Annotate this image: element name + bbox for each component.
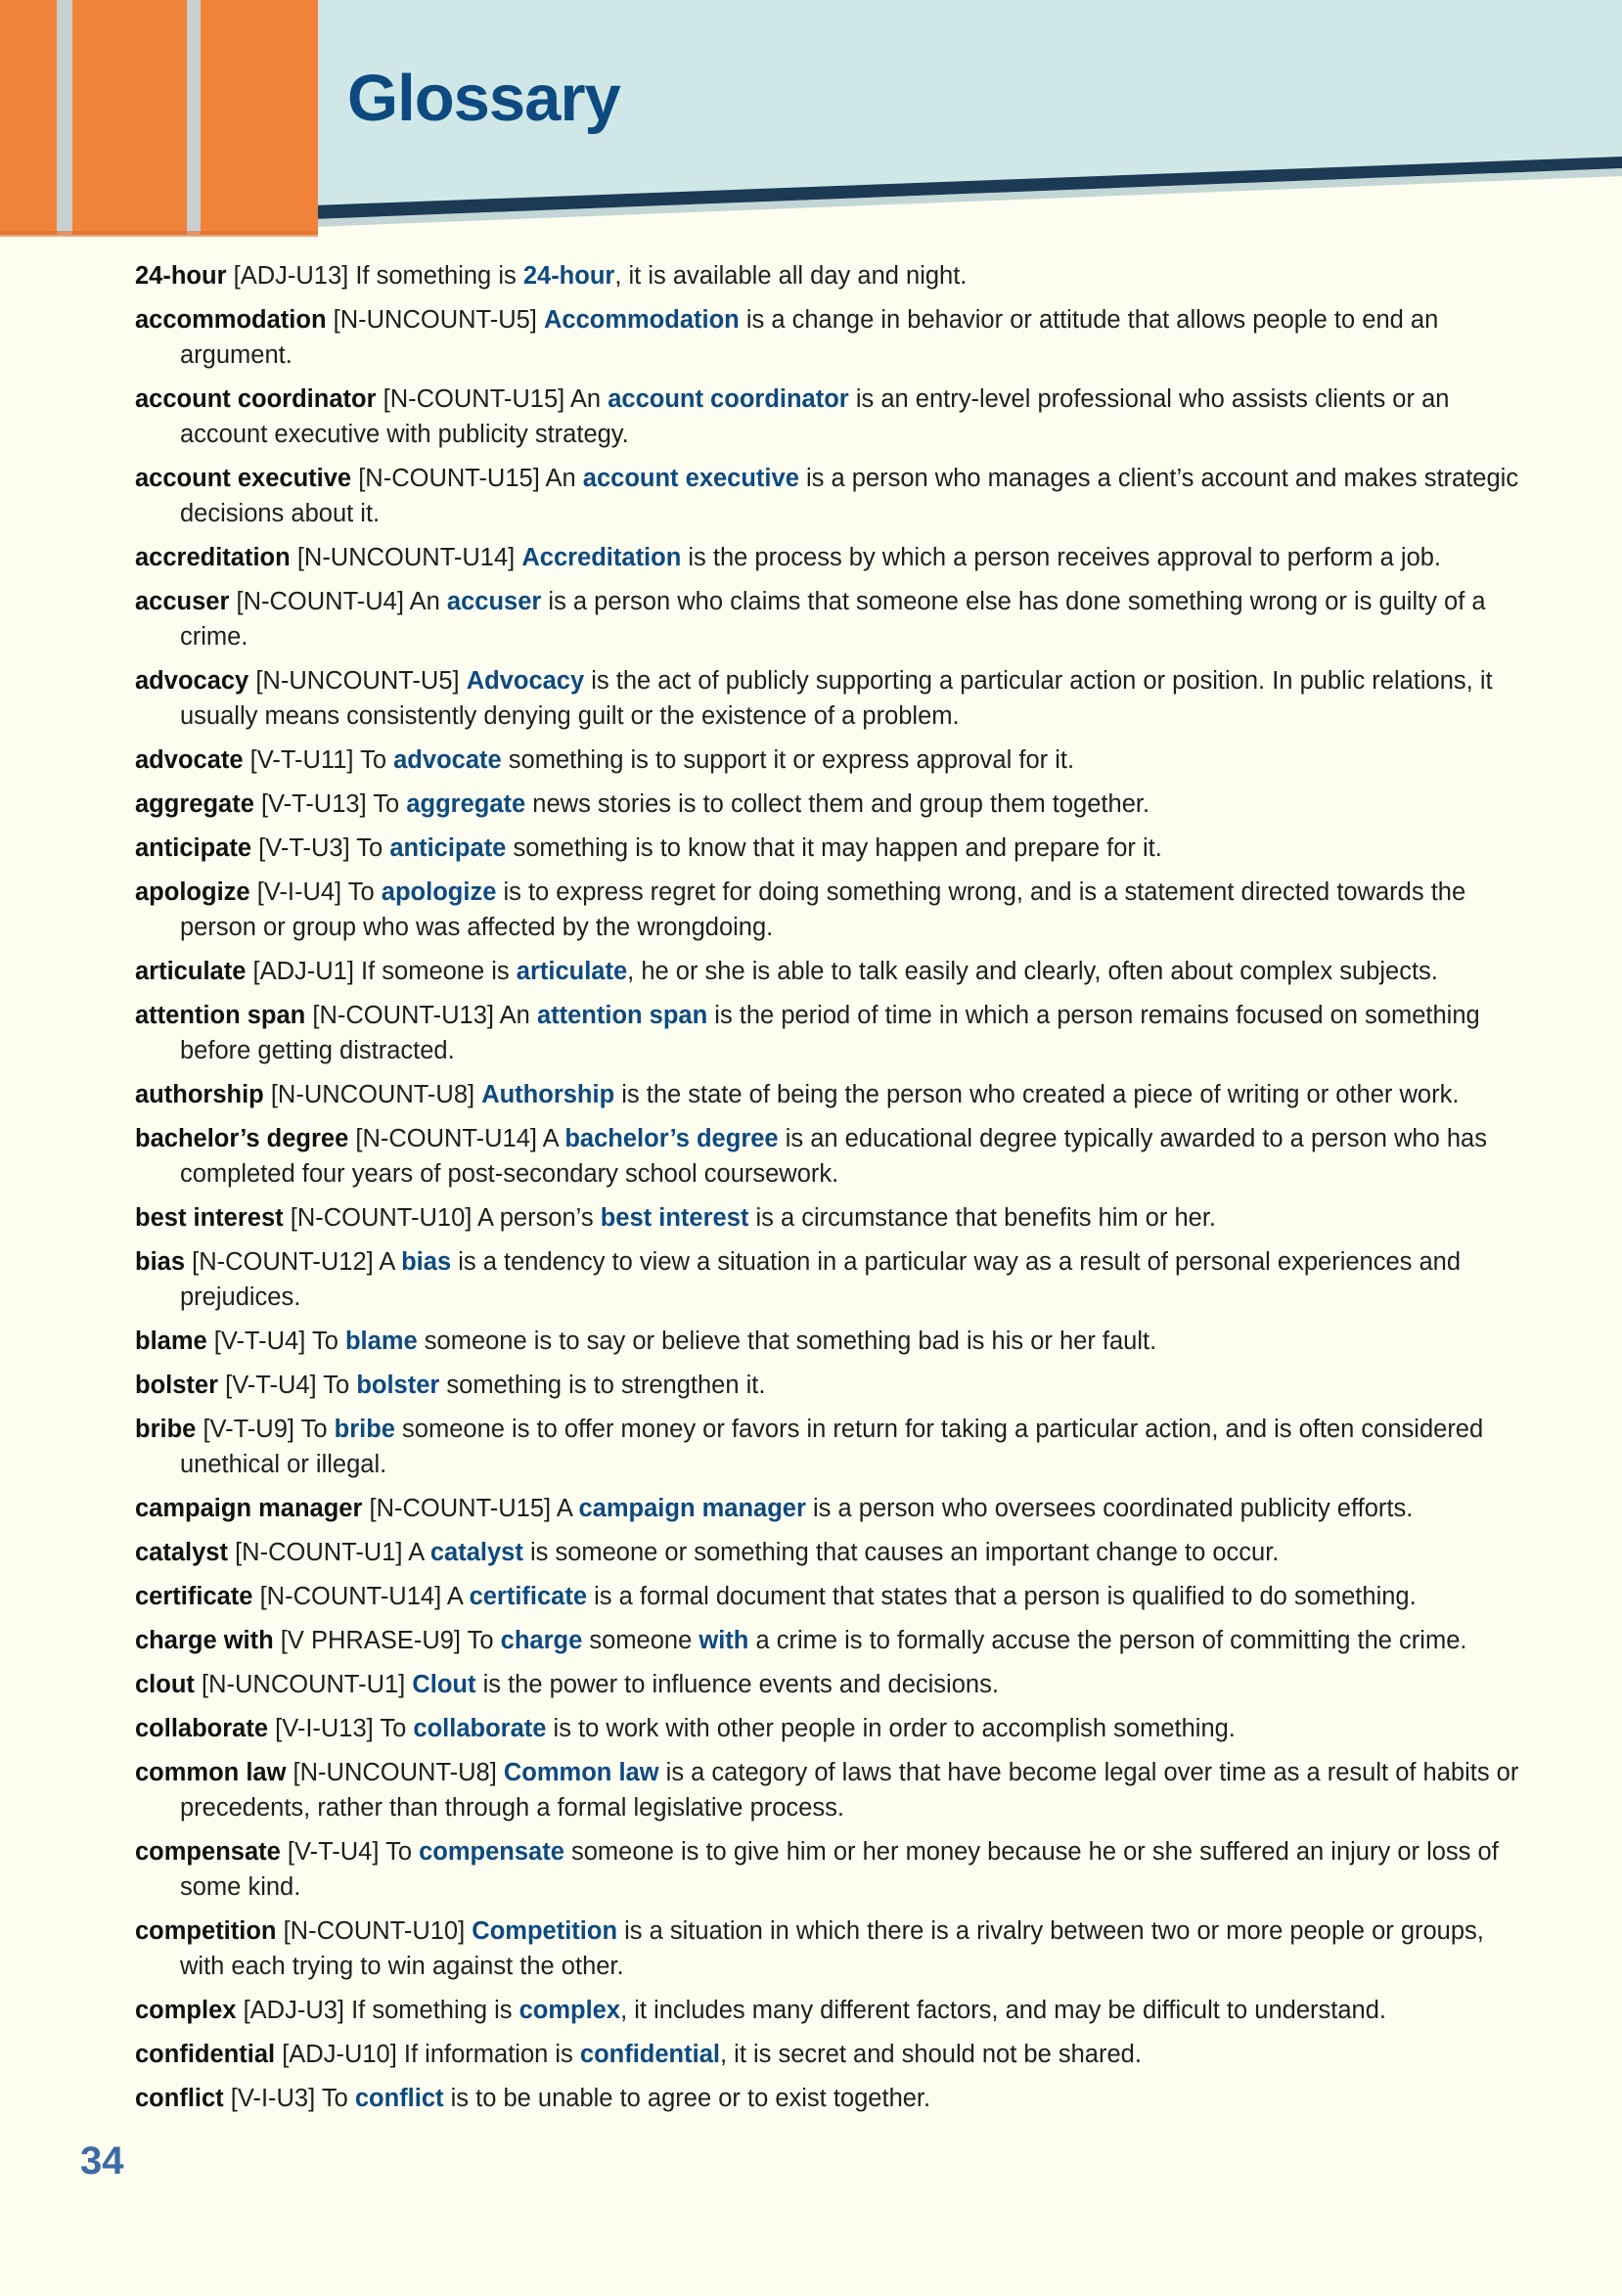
- entry-definition-text: If information is: [403, 2041, 580, 2068]
- glossary-entry: [135, 1121, 1524, 1192]
- tab-bottom-shade: [0, 231, 318, 237]
- entry-definition-text: , it is available all day and night.: [614, 262, 968, 290]
- entry-highlight: best interest: [600, 1204, 749, 1232]
- entry-definition-text: An: [409, 588, 447, 615]
- entry-definition-text: To: [311, 1328, 345, 1355]
- entry-definition-text: a crime is to formally accuse the person of committing the crime.: [748, 1627, 1467, 1654]
- entry-definition-text: is to be unable to agree or to exist together.: [443, 2085, 931, 2112]
- entry-term: accuser: [135, 588, 230, 615]
- entry-highlight: account coordinator: [608, 385, 849, 413]
- orange-tab-3: [201, 0, 318, 235]
- entry-highlight: conflict: [354, 2085, 444, 2112]
- glossary-entry: [135, 584, 1524, 654]
- entry-term: compensate: [135, 1838, 281, 1866]
- entry-term: campaign manager: [135, 1495, 363, 1522]
- entry-definition-text: is a person who oversees coordinated publicity efforts.: [805, 1495, 1414, 1522]
- entry-definition-text: A: [542, 1125, 565, 1152]
- entry-highlight: attention span: [536, 1002, 708, 1029]
- entry-term: conflict: [135, 2085, 224, 2112]
- glossary-entries: [135, 258, 1524, 2125]
- glossary-entry: [135, 1324, 1524, 1359]
- entry-definition-text: To: [323, 1372, 357, 1399]
- entry-highlight: 24-hour: [522, 262, 615, 290]
- glossary-entry: [135, 1623, 1524, 1658]
- entry-highlight: certificate: [469, 1583, 588, 1610]
- entry-tag: [N-UNCOUNT-U14]: [296, 544, 516, 571]
- entry-term: bolster: [135, 1372, 219, 1399]
- entry-highlight: bolster: [356, 1372, 440, 1399]
- entry-highlight: aggregate: [406, 790, 526, 818]
- entry-definition-text: is an entry-level professional who assists clients or an account executive with publicity strategy.: [180, 385, 1450, 448]
- entry-tag: [N-UNCOUNT-U8]: [293, 1759, 497, 1786]
- entry-highlight: Clout: [412, 1671, 476, 1698]
- entry-definition-text: If someone is: [361, 958, 517, 985]
- entry-term: authorship: [135, 1081, 264, 1108]
- entry-definition-text: someone is to give him or her money because he or she suffered an injury or loss of some kind.: [180, 1838, 1499, 1901]
- entry-term: competition: [135, 1917, 277, 1945]
- glossary-entry: [135, 1993, 1524, 2028]
- entry-definition-text: something is to support it or express approval for it.: [501, 746, 1075, 774]
- entry-tag: [V-T-U4]: [287, 1838, 380, 1866]
- glossary-entry: [135, 2081, 1524, 2116]
- glossary-entry: [135, 1755, 1524, 1825]
- glossary-entry: [135, 1579, 1524, 1614]
- entry-tag: [V-T-U9]: [203, 1416, 294, 1443]
- entry-definition-text: To: [385, 1838, 420, 1866]
- entry-tag: [V PHRASE-U9]: [280, 1627, 462, 1654]
- entry-term: common law: [135, 1759, 287, 1786]
- entry-definition-text: is a situation in which there is a rivalry between two or more people or groups, with each trying to win against the other.: [180, 1917, 1484, 1980]
- entry-highlight: accuser: [446, 588, 542, 615]
- entry-definition-text: To: [373, 790, 407, 818]
- entry-definition-text: If something is: [351, 1997, 519, 2024]
- entry-highlight: complex: [518, 1997, 621, 2024]
- entry-definition-text: To: [360, 746, 394, 774]
- entry-term: accreditation: [135, 544, 291, 571]
- glossary-entry: [135, 954, 1524, 989]
- page-header: [0, 0, 1622, 245]
- glossary-entry: [135, 2037, 1524, 2072]
- entry-highlight: articulate: [516, 958, 628, 985]
- entry-definition-text: If something is: [355, 262, 523, 290]
- entry-definition-text: A: [408, 1539, 430, 1566]
- entry-term: best interest: [135, 1204, 284, 1232]
- glossary-entry: [135, 1412, 1524, 1482]
- entry-term: bias: [135, 1248, 186, 1276]
- entry-term: account executive: [135, 465, 352, 492]
- glossary-entry: [135, 540, 1524, 575]
- entry-term: articulate: [135, 958, 247, 985]
- entry-term: catalyst: [135, 1539, 228, 1566]
- entry-tag: [V-T-U3]: [258, 834, 350, 862]
- entry-term: anticipate: [135, 834, 252, 862]
- entry-highlight: charge: [500, 1627, 583, 1654]
- entry-highlight: compensate: [419, 1838, 564, 1866]
- entry-tag: [ADJ-U13]: [233, 262, 349, 290]
- entry-definition-text: something is to know that it may happen and prepare for it.: [506, 834, 1162, 862]
- entry-definition-text: To: [380, 1715, 414, 1742]
- glossary-entry: [135, 302, 1524, 373]
- entry-tag: [N-COUNT-U13]: [312, 1002, 494, 1029]
- entry-highlight: campaign manager: [578, 1495, 806, 1522]
- entry-highlight: advocate: [393, 746, 502, 774]
- entry-tag: [V-T-U13]: [260, 790, 367, 818]
- glossary-entry: [135, 743, 1524, 778]
- glossary-entry: [135, 1834, 1524, 1905]
- glossary-entry: [135, 1200, 1524, 1236]
- entry-tag: [N-UNCOUNT-U1]: [202, 1671, 406, 1698]
- entry-definition-text: is someone or something that causes an important change to occur.: [522, 1539, 1280, 1566]
- glossary-entry: [135, 461, 1524, 531]
- entry-term: 24-hour: [135, 262, 227, 290]
- header-banner-graphic: [0, 0, 1622, 245]
- entry-tag: [V-T-U4]: [213, 1328, 306, 1355]
- entry-term: accommodation: [135, 306, 327, 334]
- entry-tag: [N-COUNT-U15]: [358, 465, 540, 492]
- entry-term: apologize: [135, 878, 250, 906]
- entry-tag: [N-COUNT-U15]: [383, 385, 565, 413]
- entry-tag: [N-COUNT-U1]: [235, 1539, 403, 1566]
- entry-term: aggregate: [135, 790, 254, 818]
- entry-definition-text: news stories is to collect them and group them together.: [525, 790, 1150, 818]
- entry-highlight: apologize: [381, 878, 497, 906]
- entry-tag: [V-I-U3]: [230, 2085, 316, 2112]
- tab-separator-1: [57, 0, 72, 235]
- glossary-entry: [135, 1077, 1524, 1112]
- entry-highlight: collaborate: [413, 1715, 547, 1742]
- entry-highlight: bias: [401, 1248, 452, 1276]
- entry-highlight: account executive: [582, 465, 799, 492]
- entry-definition-text: An: [545, 465, 583, 492]
- entry-term: advocate: [135, 746, 244, 774]
- page-number: 34: [80, 2139, 124, 2183]
- entry-definition-text: is a change in behavior or attitude that allows people to end an argument.: [180, 306, 1439, 369]
- entry-tag: [N-COUNT-U12]: [192, 1248, 374, 1276]
- entry-term: blame: [135, 1328, 207, 1355]
- entry-definition-text: , he or she is able to talk easily and clearly, often about complex subjects.: [627, 958, 1438, 985]
- entry-definition-text: is a circumstance that benefits him or her.: [748, 1204, 1217, 1232]
- entry-term: collaborate: [135, 1715, 269, 1742]
- entry-highlight: bachelor’s degree: [564, 1125, 779, 1152]
- entry-definition-text: someone: [582, 1627, 699, 1654]
- entry-definition-text: something is to strengthen it.: [439, 1372, 766, 1399]
- entry-definition-text: is to work with other people in order to accomplish something.: [546, 1715, 1236, 1742]
- entry-definition-text: To: [467, 1627, 501, 1654]
- entry-highlight: Accreditation: [521, 544, 682, 571]
- entry-highlight: Common law: [503, 1759, 659, 1786]
- orange-tab-1: [0, 0, 57, 235]
- entry-tag: [ADJ-U3]: [243, 1997, 344, 2024]
- entry-tag: [N-UNCOUNT-U5]: [255, 667, 460, 695]
- glossary-entry: [135, 998, 1524, 1068]
- entry-term: attention span: [135, 1002, 306, 1029]
- entry-definition-text: is the period of time in which a person remains focused on something before getting distracted.: [180, 1002, 1480, 1064]
- entry-tag: [V-T-U11]: [249, 746, 354, 774]
- glossary-entry: [135, 1535, 1524, 1570]
- entry-definition-text: is a formal document that states that a person is qualified to do something.: [587, 1583, 1417, 1610]
- entry-definition-text: is an educational degree typically awarded to a person who has completed four years of post-secondary school coursework.: [180, 1125, 1487, 1188]
- entry-definition-text: is a category of laws that have become legal over time as a result of habits or precedents, rather than through a formal legislative process.: [180, 1759, 1519, 1822]
- entry-term: advocacy: [135, 667, 249, 695]
- glossary-entry: [135, 831, 1524, 866]
- entry-definition-text: is the state of being the person who created a piece of writing or other work.: [614, 1081, 1460, 1108]
- entry-definition-text: A person’s: [477, 1204, 601, 1232]
- entry-term: account coordinator: [135, 385, 377, 413]
- entry-definition-text: An: [499, 1002, 537, 1029]
- orange-tab-2: [72, 0, 187, 235]
- tab-separator-2: [187, 0, 201, 235]
- glossary-entry: [135, 1244, 1524, 1315]
- entry-term: certificate: [135, 1583, 253, 1610]
- entry-highlight: Advocacy: [466, 667, 585, 695]
- entry-highlight: blame: [344, 1328, 418, 1355]
- entry-definition-text: To: [347, 878, 382, 906]
- entry-definition-text: , it is secret and should not be shared.: [719, 2041, 1142, 2068]
- entry-tag: [N-COUNT-U10]: [283, 1917, 466, 1945]
- entry-tag: [V-I-U4]: [256, 878, 342, 906]
- entry-tag: [ADJ-U1]: [252, 958, 354, 985]
- entry-highlight: confidential: [579, 2041, 720, 2068]
- entry-highlight: with: [698, 1627, 749, 1654]
- entry-tag: [ADJ-U10]: [282, 2041, 397, 2068]
- entry-definition-text: To: [300, 1416, 335, 1443]
- entry-tag: [N-COUNT-U10]: [290, 1204, 473, 1232]
- entry-definition-text: A: [379, 1248, 402, 1276]
- glossary-entry: [135, 1491, 1524, 1526]
- glossary-entry: [135, 1368, 1524, 1403]
- entry-definition-text: A: [446, 1583, 470, 1610]
- glossary-entry: [135, 1913, 1524, 1984]
- entry-definition-text: An: [569, 385, 608, 413]
- entry-tag: [V-I-U13]: [275, 1715, 374, 1742]
- glossary-entry: [135, 1667, 1524, 1702]
- entry-definition-text: is a person who manages a client’s account and makes strategic decisions about it.: [180, 465, 1519, 527]
- entry-term: complex: [135, 1997, 237, 2024]
- entry-term: clout: [135, 1671, 195, 1698]
- entry-term: charge with: [135, 1627, 274, 1654]
- entry-definition-text: , it includes many different factors, and may be difficult to understand.: [620, 1997, 1386, 2024]
- entry-definition-text: someone is to say or believe that something bad is his or her fault.: [417, 1328, 1157, 1355]
- entry-definition-text: is the act of publicly supporting a particular action or position. In public relations, it usually means consistently denying guilt or the existence of a problem.: [180, 667, 1493, 730]
- entry-definition-text: To: [356, 834, 390, 862]
- entry-definition-text: To: [321, 2085, 355, 2112]
- entry-highlight: Competition: [472, 1917, 618, 1945]
- glossary-entry: [135, 663, 1524, 734]
- entry-highlight: catalyst: [429, 1539, 523, 1566]
- entry-term: bachelor’s degree: [135, 1125, 349, 1152]
- entry-term: confidential: [135, 2041, 276, 2068]
- glossary-entry: [135, 1711, 1524, 1746]
- entry-definition-text: is the power to influence events and decisions.: [475, 1671, 999, 1698]
- entry-highlight: bribe: [334, 1416, 395, 1443]
- glossary-entry: [135, 258, 1524, 293]
- entry-tag: [N-UNCOUNT-U5]: [333, 306, 537, 334]
- glossary-entry: [135, 875, 1524, 945]
- page-title: Glossary: [347, 62, 620, 135]
- glossary-entry: [135, 382, 1524, 452]
- entry-tag: [N-UNCOUNT-U8]: [270, 1081, 475, 1108]
- entry-definition-text: is to express regret for doing something wrong, and is a statement directed towards the person or group who was affected by the wrongdoing.: [180, 878, 1466, 941]
- entry-definition-text: is a person who claims that someone else has done something wrong or is guilty of a crime.: [180, 588, 1486, 651]
- entry-tag: [N-COUNT-U4]: [236, 588, 404, 615]
- entry-definition-text: is the process by which a person receives approval to perform a job.: [681, 544, 1442, 571]
- entry-tag: [V-T-U4]: [225, 1372, 317, 1399]
- glossary-entry: [135, 787, 1524, 822]
- entry-tag: [N-COUNT-U15]: [369, 1495, 552, 1522]
- entry-definition-text: is a tendency to view a situation in a particular way as a result of personal experiences and prejudices.: [180, 1248, 1462, 1311]
- entry-definition-text: A: [556, 1495, 579, 1522]
- entry-highlight: Authorship: [481, 1081, 615, 1108]
- entry-highlight: Accommodation: [543, 306, 740, 334]
- entry-highlight: anticipate: [389, 834, 507, 862]
- entry-tag: [N-COUNT-U14]: [259, 1583, 442, 1610]
- entry-tag: [N-COUNT-U14]: [355, 1125, 537, 1152]
- entry-definition-text: someone is to offer money or favors in return for taking a particular action, and is often considered unethical or illegal.: [180, 1416, 1484, 1478]
- entry-term: bribe: [135, 1416, 197, 1443]
